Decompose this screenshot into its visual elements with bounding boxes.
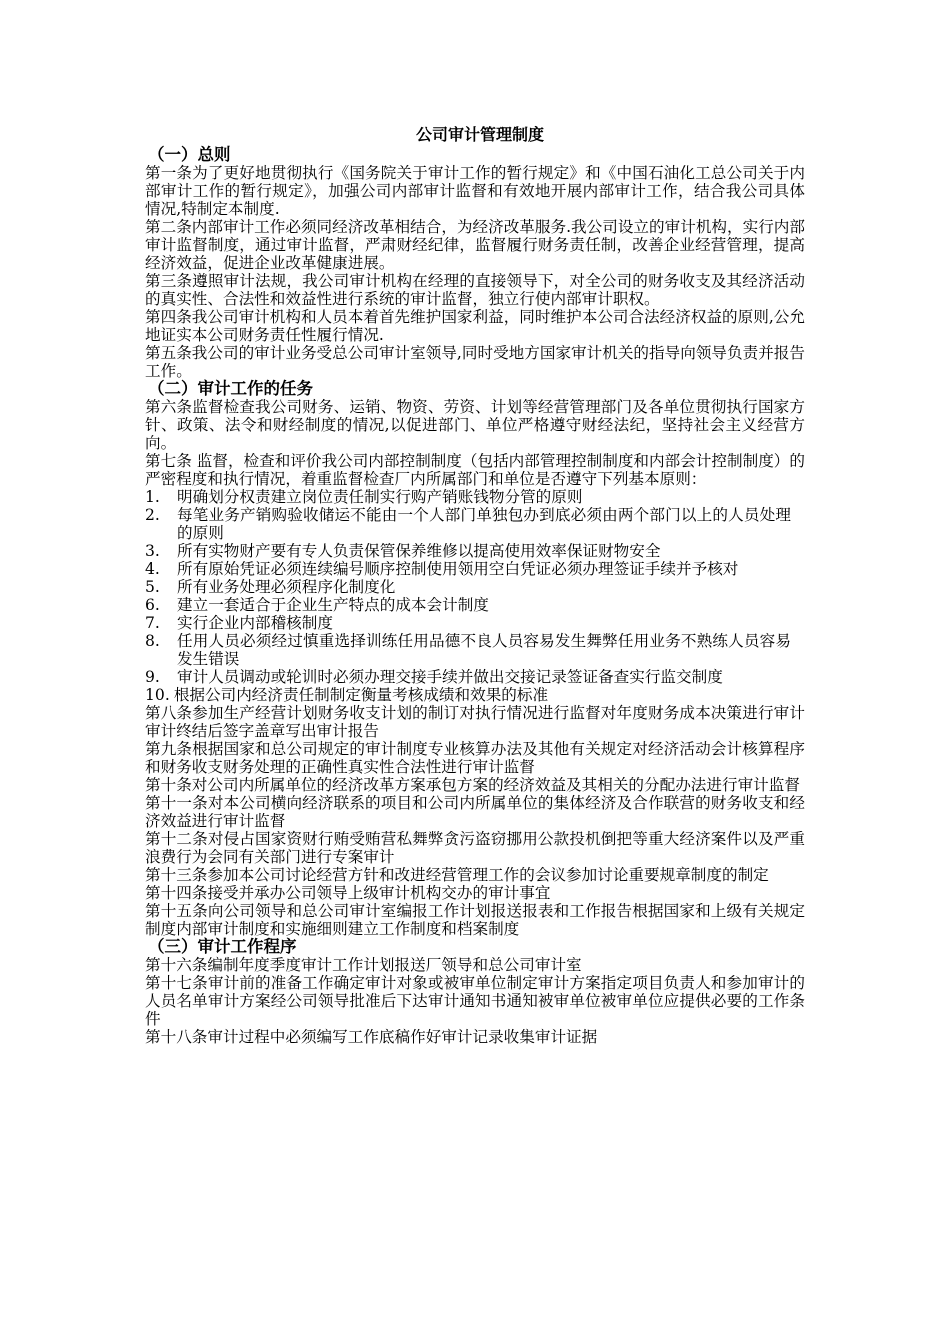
list-item-text: 任用人员必须经过慎重选择训练任用品德不良人员容易发生舞弊任用业务不熟练人员容易发生错误	[177, 632, 791, 668]
section-heading: （二）审计工作的任务	[148, 379, 313, 398]
article-11: 第十一条对本公司横向经济联系的项目和公司内所属单位的集体经济及合作联营的财务收支和经济效益进行审计监督	[145, 794, 805, 830]
list-item	[145, 560, 805, 578]
article-12: 第十二条对侵占国家资财行贿受贿营私舞弊贪污盗窃挪用公款投机倒把等重大经济案件以及严重浪费行为会同有关部门进行专案审计	[145, 830, 805, 866]
list-item-text: 根据公司内经济责任制制定衡量考核成绩和效果的标准	[173, 686, 549, 704]
article-8: 第八条参加生产经营计划财务收支计划的制订对执行情况进行监督对年度财务成本决策进行审计审计终结后签字盖章写出审计报告	[145, 704, 805, 740]
article-1: 第一条为了更好地贯彻执行《国务院关于审计工作的暂行规定》和《中国石油化工总公司关于内部审计工作的暂行规定》，加强公司内部审计监督和有效地开展内部审计工作，结合我公司具体情况,特制定本制度.	[145, 164, 805, 218]
list-item	[145, 578, 805, 596]
list-item-text: 审计人员调动或轮训时必须办理交接手续并做出交接记录签证备查实行监交制度	[177, 668, 723, 686]
list-item-number: 7.	[145, 614, 160, 632]
article-16: 第十六条编制年度季度审计工作计划报送厂领导和总公司审计室	[145, 956, 582, 974]
article-5: 第五条我公司的审计业务受总公司审计室领导,同时受地方国家审计机关的指导向领导负责并报告工作。	[145, 344, 805, 380]
article-9: 第九条根据国家和总公司规定的审计制度专业核算办法及其他有关规定对经济活动会计核算程序和财务收支财务处理的正确性真实性合法性进行审计监督	[145, 740, 805, 776]
list-item	[145, 542, 805, 560]
section-audit-tasks	[145, 380, 805, 938]
list-item	[145, 632, 805, 668]
list-item	[145, 596, 805, 614]
list-item-number: 10.	[145, 686, 170, 704]
list-item-text: 每笔业务产销购验收储运不能由一个人部门单独包办到底必须由两个部门以上的人员处理的原则	[177, 506, 791, 542]
list-item-number: 3.	[145, 542, 160, 560]
article-15: 第十五条向公司领导和总公司审计室编报工作计划报送报表和工作报告根据国家和上级有关规定制度内部审计制度和实施细则建立工作制度和档案制度	[145, 902, 805, 938]
list-item-number: 8.	[145, 632, 160, 650]
article-18: 第十八条审计过程中必须编写工作底稿作好审计记录收集审计证据	[145, 1028, 598, 1046]
document-page	[145, 124, 805, 1046]
list-item-text: 建立一套适合于企业生产特点的成本会计制度	[177, 596, 489, 614]
list-item-text: 所有业务处理必须程序化制度化	[177, 578, 396, 596]
list-item-text: 实行企业内部稽核制度	[177, 614, 333, 632]
article-14: 第十四条接受并承办公司领导上级审计机构交办的审计事宜	[145, 884, 551, 902]
list-item-number: 9.	[145, 668, 160, 686]
list-item	[145, 686, 805, 704]
list-item-number: 2.	[145, 506, 160, 524]
list-item	[145, 668, 805, 686]
article-7: 第七条 监督，检查和评价我公司内部控制制度（包括内部管理控制制度和内部会计控制制度）的严密程度和执行情况，着重监督检查厂内所属部门和单位是否遵守下列基本原则：	[145, 452, 805, 488]
principles-list	[145, 488, 805, 704]
section-heading: （三）审计工作程序	[148, 937, 297, 956]
article-10: 第十条对公司内所属单位的经济改革方案承包方案的经济效益及其相关的分配办法进行审计监督	[145, 776, 800, 794]
list-item-text: 明确划分权责建立岗位责任制实行购产销账钱物分管的原则	[177, 488, 583, 506]
article-2: 第二条内部审计工作必须同经济改革相结合，为经济改革服务.我公司设立的审计机构，实行内部审计监督制度，通过审计监督，严肃财经纪律，监督履行财务责任制，改善企业经营管理，提高经济效益，促进企业改革健康进展。	[145, 218, 805, 272]
list-item	[145, 488, 805, 506]
list-item-number: 5.	[145, 578, 160, 596]
document-title: 公司审计管理制度	[415, 125, 544, 144]
section-audit-procedure	[145, 938, 805, 1046]
list-item	[145, 506, 805, 542]
list-item	[145, 614, 805, 632]
article-4: 第四条我公司审计机构和人员本着首先维护国家利益，同时维护本公司合法经济权益的原则,公允地证实本公司财务责任性履行情况.	[145, 308, 805, 344]
article-13: 第十三条参加本公司讨论经营方针和改进经营管理工作的会议参加讨论重要规章制度的制定	[145, 866, 769, 884]
list-item-number: 4.	[145, 560, 160, 578]
article-6: 第六条监督检查我公司财务、运销、物资、劳资、计划等经营管理部门及各单位贯彻执行国家方针、政策、法令和财经制度的情况,以促进部门、单位严格遵守财经法纪，坚持社会主义经营方向。	[145, 398, 805, 452]
list-item-text: 所有实物财产要有专人负责保管保养维修以提高使用效率保证财物安全	[177, 542, 661, 560]
article-17: 第十七条审计前的准备工作确定审计对象或被审单位制定审计方案指定项目负责人和参加审计的人员名单审计方案经公司领导批准后下达审计通知书通知被审单位被审单位应提供必要的工作条件	[145, 974, 805, 1028]
article-3: 第三条遵照审计法规，我公司审计机构在经理的直接领导下，对全公司的财务收支及其经济活动的真实性、合法性和效益性进行系统的审计监督，独立行使内部审计职权。	[145, 272, 805, 308]
section-heading: （一）总则	[148, 145, 231, 164]
list-item-text: 所有原始凭证必须连续编号顺序控制使用领用空白凭证必须办理签证手续并予核对	[177, 560, 739, 578]
list-item-number: 6.	[145, 596, 160, 614]
section-general	[145, 146, 805, 380]
list-item-number: 1.	[145, 488, 160, 506]
